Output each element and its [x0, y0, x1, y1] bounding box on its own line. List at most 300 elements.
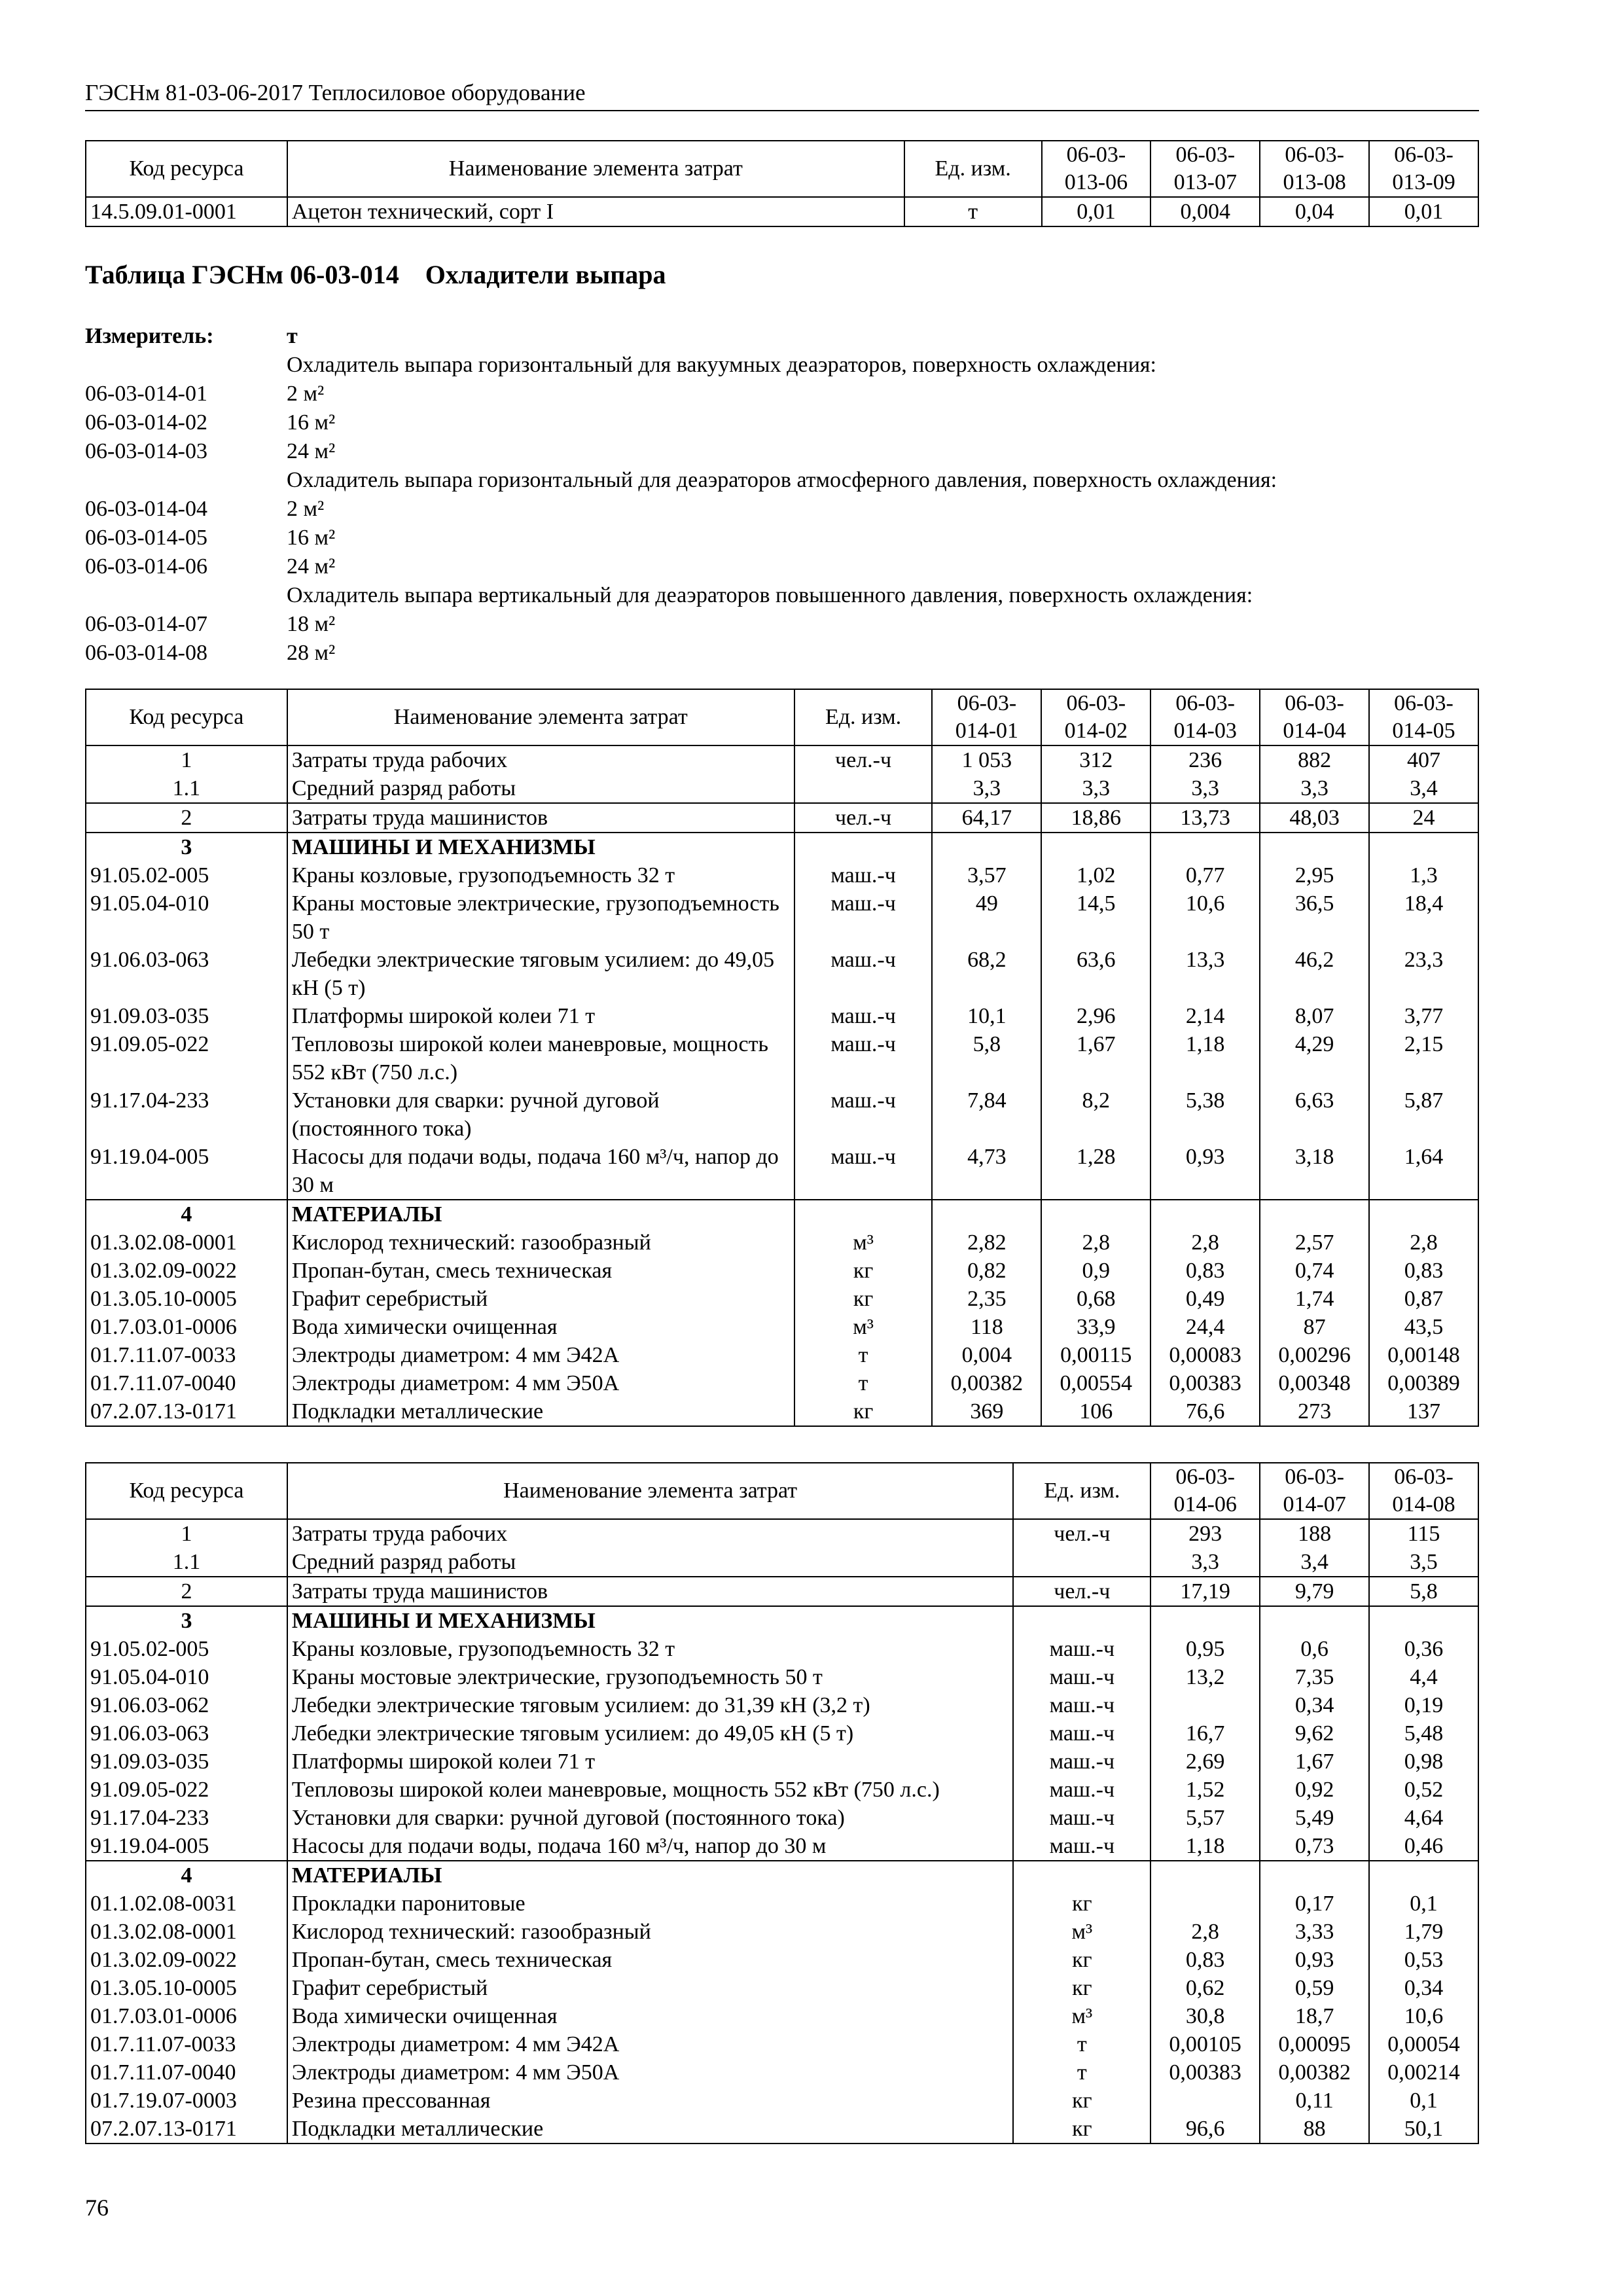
- table-row: [86, 1832, 1478, 1861]
- resource-value: 4,64: [1369, 1804, 1478, 1832]
- table-row: [86, 1974, 1478, 2002]
- rate-code: 06-03-014-06: [85, 554, 207, 579]
- table-row: [86, 745, 1478, 774]
- table-row: [86, 1397, 1478, 1426]
- resource-value: 1,52: [1150, 1776, 1260, 1804]
- table-row: [86, 1861, 1478, 1890]
- resource-unit: [794, 1200, 933, 1229]
- resource-value: 0,00348: [1260, 1369, 1369, 1397]
- resource-unit: кг: [794, 1397, 933, 1426]
- resource-value: 0,83: [1150, 1946, 1260, 1974]
- rate-code: 06-03-014-01: [85, 382, 207, 406]
- resource-code: 91.06.03-063: [86, 1719, 287, 1748]
- table-row: [86, 2002, 1478, 2030]
- resource-unit: маш.-ч: [1013, 1776, 1150, 1804]
- resource-unit: чел.-ч: [794, 803, 933, 833]
- resource-value: 0,00054: [1369, 2030, 1478, 2058]
- table-label: Таблица ГЭСНм 06-03-014: [85, 260, 399, 289]
- resource-value: [1369, 1200, 1478, 1229]
- resource-value: 48,03: [1260, 803, 1369, 833]
- col-header-code: Код ресурса: [86, 1463, 287, 1519]
- resource-code: 91.09.03-035: [86, 1002, 287, 1030]
- header-row: [86, 1463, 1478, 1519]
- resource-value: 0,004: [1150, 197, 1260, 226]
- resource-unit: т: [794, 1341, 933, 1369]
- table-row: [86, 1577, 1478, 1606]
- col-header-rate: 06-03- 013-09: [1369, 141, 1478, 197]
- resource-code: 91.06.03-063: [86, 946, 287, 1002]
- resource-unit: маш.-ч: [1013, 1832, 1150, 1861]
- resource-name: Тепловозы широкой колеи маневровые, мощность 552 кВт (750 л.с.): [287, 1030, 794, 1086]
- resource-name: Насосы для подачи воды, подача 160 м³/ч, напор до 30 м: [287, 1143, 794, 1200]
- resource-code: 1: [86, 1519, 287, 1548]
- resource-code: 3: [86, 1606, 287, 1635]
- resource-value: 6,63: [1260, 1086, 1369, 1143]
- resource-name: Ацетон технический, сорт I: [287, 197, 904, 226]
- resource-value: 13,3: [1150, 946, 1260, 1002]
- resource-unit: чел.-ч: [1013, 1577, 1150, 1606]
- resource-value: 0,82: [932, 1257, 1041, 1285]
- resource-value: [1369, 1861, 1478, 1890]
- resource-value: 96,6: [1150, 2115, 1260, 2144]
- table-row: [86, 946, 1478, 1002]
- resource-value: 17,19: [1150, 1577, 1260, 1606]
- resource-value: 1,28: [1041, 1143, 1150, 1200]
- resource-code: 01.7.11.07-0040: [86, 1369, 287, 1397]
- resource-name: Затраты труда машинистов: [287, 803, 794, 833]
- resource-value: 88: [1260, 2115, 1369, 2144]
- resource-value: 0,77: [1150, 861, 1260, 889]
- resource-value: 10,6: [1369, 2002, 1478, 2030]
- resource-code: 01.7.11.07-0033: [86, 2030, 287, 2058]
- col-header-rate: 06-03- 013-07: [1150, 141, 1260, 197]
- resource-value: 14,5: [1041, 889, 1150, 946]
- resource-code: 91.09.03-035: [86, 1748, 287, 1776]
- table-row: [86, 1606, 1478, 1635]
- resource-value: 1,18: [1150, 1832, 1260, 1861]
- resource-value: 10,1: [932, 1002, 1041, 1030]
- table-row: [86, 1548, 1478, 1577]
- resource-name: Краны мостовые электрические, грузоподъемность 50 т: [287, 1663, 1014, 1691]
- resource-unit: маш.-ч: [794, 1086, 933, 1143]
- resource-value: 13,73: [1150, 803, 1260, 833]
- resource-value: 2,57: [1260, 1229, 1369, 1257]
- resource-code: 01.3.05.10-0005: [86, 1974, 287, 2002]
- list-item: [85, 466, 1277, 495]
- resource-unit: т: [904, 197, 1042, 226]
- resource-unit: маш.-ч: [794, 1030, 933, 1086]
- resource-unit: маш.-ч: [1013, 1748, 1150, 1776]
- resource-value: 2,96: [1041, 1002, 1150, 1030]
- resource-value: 882: [1260, 745, 1369, 774]
- resource-code: 01.3.05.10-0005: [86, 1285, 287, 1313]
- resource-value: 118: [932, 1313, 1041, 1341]
- resource-value: 0,00105: [1150, 2030, 1260, 2058]
- col-header-rate: 06-03- 013-08: [1260, 141, 1369, 197]
- resource-value: [932, 833, 1041, 861]
- table-row: [86, 861, 1478, 889]
- resource-code: 1.1: [86, 774, 287, 803]
- resource-value: 7,84: [932, 1086, 1041, 1143]
- rate-code: [85, 581, 287, 610]
- col-header-unit: Ед. изм.: [794, 689, 933, 745]
- table-row: [86, 197, 1478, 226]
- resource-name: Платформы широкой колеи 71 т: [287, 1002, 794, 1030]
- resource-name: Вода химически очищенная: [287, 1313, 794, 1341]
- resource-value: 0,17: [1260, 1890, 1369, 1918]
- resource-value: 49: [932, 889, 1041, 946]
- list-item: [85, 581, 1277, 610]
- resource-code: 07.2.07.13-0171: [86, 1397, 287, 1426]
- resource-value: 2,95: [1260, 861, 1369, 889]
- resource-value: 0,00296: [1260, 1341, 1369, 1369]
- table-row: [86, 1776, 1478, 1804]
- resource-code: 91.09.05-022: [86, 1776, 287, 1804]
- resource-value: 3,57: [932, 861, 1041, 889]
- col-header-rate: 06-03- 014-05: [1369, 689, 1478, 745]
- col-header-rate: 06-03- 014-07: [1260, 1463, 1369, 1519]
- resource-value: 3,33: [1260, 1918, 1369, 1946]
- resource-value: 68,2: [932, 946, 1041, 1002]
- resource-value: 3,3: [1150, 1548, 1260, 1577]
- resource-code: 14.5.09.01-0001: [86, 197, 287, 226]
- table-row: [86, 1635, 1478, 1663]
- resource-value: [1150, 1691, 1260, 1719]
- resource-table-1: [85, 689, 1479, 1427]
- table-row: [86, 1804, 1478, 1832]
- resource-value: 13,2: [1150, 1663, 1260, 1691]
- resource-value: [1260, 1200, 1369, 1229]
- resource-value: [1369, 1606, 1478, 1635]
- rate-description: 16 м²: [287, 410, 336, 435]
- resource-value: [1041, 1200, 1150, 1229]
- resource-value: 0,46: [1369, 1832, 1478, 1861]
- resource-code: 91.05.04-010: [86, 889, 287, 946]
- resource-value: 0,01: [1369, 197, 1478, 226]
- measurer-row: [85, 322, 1277, 351]
- resource-value: 8,2: [1041, 1086, 1150, 1143]
- rate-code: 06-03-014-05: [85, 526, 207, 550]
- page-header: ГЭСНм 81-03-06-2017 Теплосиловое оборудование: [85, 77, 1479, 111]
- resource-value: 0,34: [1260, 1691, 1369, 1719]
- rate-description: Охладитель выпара вертикальный для деаэраторов повышенного давления, поверхность охлаждения:: [287, 583, 1253, 607]
- resource-value: 9,79: [1260, 1577, 1369, 1606]
- resource-code: 1.1: [86, 1548, 287, 1577]
- resource-value: 43,5: [1369, 1313, 1478, 1341]
- resource-code: 1: [86, 745, 287, 774]
- resource-value: 0,53: [1369, 1946, 1478, 1974]
- rate-description: 24 м²: [287, 439, 336, 463]
- table-row: [86, 1030, 1478, 1086]
- resource-value: 0,00389: [1369, 1369, 1478, 1397]
- resource-value: 1,18: [1150, 1030, 1260, 1086]
- resource-value: 0,68: [1041, 1285, 1150, 1313]
- list-item: [85, 351, 1277, 380]
- resource-value: 1,3: [1369, 861, 1478, 889]
- resource-name: Средний разряд работы: [287, 1548, 1014, 1577]
- table-row: [86, 1086, 1478, 1143]
- resource-value: 24: [1369, 803, 1478, 833]
- resource-value: [1150, 1861, 1260, 1890]
- resource-value: 3,3: [932, 774, 1041, 803]
- resource-value: 23,3: [1369, 946, 1478, 1002]
- resource-name: Графит серебристый: [287, 1974, 1014, 2002]
- resource-value: [1260, 1861, 1369, 1890]
- resource-value: 50,1: [1369, 2115, 1478, 2144]
- resource-code: 91.05.02-005: [86, 1635, 287, 1663]
- table-row: [86, 2115, 1478, 2144]
- resource-value: 312: [1041, 745, 1150, 774]
- col-header-rate: 06-03- 013-06: [1042, 141, 1151, 197]
- table-row: [86, 833, 1478, 861]
- rate-code: 06-03-014-04: [85, 497, 207, 521]
- table-row: [86, 1890, 1478, 1918]
- table-row: [86, 1285, 1478, 1313]
- col-header-name: Наименование элемента затрат: [287, 1463, 1014, 1519]
- list-item: [85, 380, 1277, 408]
- resource-value: 3,3: [1150, 774, 1260, 803]
- resource-code: 01.3.02.09-0022: [86, 1946, 287, 1974]
- resource-value: 0,00382: [1260, 2058, 1369, 2087]
- resource-value: 18,86: [1041, 803, 1150, 833]
- resource-unit: маш.-ч: [794, 1143, 933, 1200]
- rate-description: Охладитель выпара горизонтальный для вакуумных деаэраторов, поверхность охлаждения:: [287, 353, 1157, 377]
- rate-code: 06-03-014-03: [85, 439, 207, 463]
- resource-unit: т: [1013, 2030, 1150, 2058]
- resource-value: 5,48: [1369, 1719, 1478, 1748]
- table-row: [86, 889, 1478, 946]
- resource-code: 4: [86, 1861, 287, 1890]
- resource-unit: маш.-ч: [794, 946, 933, 1002]
- resource-value: 0,00115: [1041, 1341, 1150, 1369]
- resource-value: 5,87: [1369, 1086, 1478, 1143]
- resource-value: 0,83: [1150, 1257, 1260, 1285]
- resource-name: Краны козловые, грузоподъемность 32 т: [287, 861, 794, 889]
- resource-code: 01.7.03.01-0006: [86, 1313, 287, 1341]
- resource-name: Подкладки металлические: [287, 1397, 794, 1426]
- resource-value: 0,52: [1369, 1776, 1478, 1804]
- resource-value: 0,49: [1150, 1285, 1260, 1313]
- rate-description: 28 м²: [287, 641, 336, 665]
- rate-code: 06-03-014-02: [85, 410, 207, 435]
- rate-description: 2 м²: [287, 497, 325, 521]
- col-header-rate: 06-03- 014-06: [1150, 1463, 1260, 1519]
- resource-value: 5,57: [1150, 1804, 1260, 1832]
- resource-value: 9,62: [1260, 1719, 1369, 1748]
- resource-name: Затраты труда рабочих: [287, 1519, 1014, 1548]
- resource-value: 2,35: [932, 1285, 1041, 1313]
- resource-value: 1,64: [1369, 1143, 1478, 1200]
- col-header-name: Наименование элемента затрат: [287, 689, 794, 745]
- resource-name: МАТЕРИАЛЫ: [287, 1200, 794, 1229]
- list-item: [85, 610, 1277, 639]
- resource-value: 2,8: [1369, 1229, 1478, 1257]
- resource-name: Электроды диаметром: 4 мм Э50А: [287, 1369, 794, 1397]
- resource-value: 2,82: [932, 1229, 1041, 1257]
- resource-value: 2,69: [1150, 1748, 1260, 1776]
- resource-name: МАШИНЫ И МЕХАНИЗМЫ: [287, 833, 794, 861]
- resource-table-2: [85, 1462, 1479, 2144]
- resource-value: 64,17: [932, 803, 1041, 833]
- list-item: [85, 408, 1277, 437]
- resource-code: 01.3.02.09-0022: [86, 1257, 287, 1285]
- resource-value: 8,07: [1260, 1002, 1369, 1030]
- resource-unit: м³: [1013, 2002, 1150, 2030]
- resource-value: 5,8: [932, 1030, 1041, 1086]
- col-header-rate: 06-03- 014-01: [932, 689, 1041, 745]
- resource-name: Краны козловые, грузоподъемность 32 т: [287, 1635, 1014, 1663]
- resource-unit: [1013, 1606, 1150, 1635]
- rate-code: 06-03-014-07: [85, 612, 207, 636]
- rate-description: 2 м²: [287, 382, 325, 406]
- resource-value: 5,49: [1260, 1804, 1369, 1832]
- resource-code: 2: [86, 1577, 287, 1606]
- resource-code: 01.7.11.07-0033: [86, 1341, 287, 1369]
- resource-unit: кг: [794, 1257, 933, 1285]
- resource-unit: [794, 774, 933, 803]
- table-row: [86, 774, 1478, 803]
- table-row: [86, 2087, 1478, 2115]
- resource-value: 0,1: [1369, 2087, 1478, 2115]
- resource-unit: кг: [794, 1285, 933, 1313]
- resource-value: 2,15: [1369, 1030, 1478, 1086]
- resource-value: 0,9: [1041, 1257, 1150, 1285]
- resource-name: Лебедки электрические тяговым усилием: до 31,39 кН (3,2 т): [287, 1691, 1014, 1719]
- table-row: [86, 1369, 1478, 1397]
- rate-code: [85, 351, 287, 380]
- table-row: [86, 803, 1478, 833]
- col-header-code: Код ресурса: [86, 689, 287, 745]
- resource-unit: м³: [1013, 1918, 1150, 1946]
- table-row: [86, 1313, 1478, 1341]
- resource-value: 4,4: [1369, 1663, 1478, 1691]
- resource-code: 07.2.07.13-0171: [86, 2115, 287, 2144]
- resource-name: Электроды диаметром: 4 мм Э42А: [287, 2030, 1014, 2058]
- resource-value: 369: [932, 1397, 1041, 1426]
- resource-value: 1,02: [1041, 861, 1150, 889]
- resource-code: 4: [86, 1200, 287, 1229]
- col-header-unit: Ед. изм.: [1013, 1463, 1150, 1519]
- resource-value: 7,35: [1260, 1663, 1369, 1691]
- resource-value: 1,74: [1260, 1285, 1369, 1313]
- resource-value: 0,1: [1369, 1890, 1478, 1918]
- col-header-code: Код ресурса: [86, 141, 287, 197]
- resource-value: [1369, 833, 1478, 861]
- table-row: [86, 1719, 1478, 1748]
- resource-value: 10,6: [1150, 889, 1260, 946]
- resource-name: Прокладки паронитовые: [287, 1890, 1014, 1918]
- table-row: [86, 1691, 1478, 1719]
- table-row: [86, 1918, 1478, 1946]
- rate-code: 06-03-014-08: [85, 641, 207, 665]
- col-header-rate: 06-03- 014-04: [1260, 689, 1369, 745]
- resource-name: Вода химически очищенная: [287, 2002, 1014, 2030]
- resource-unit: кг: [1013, 2115, 1150, 2144]
- table-row: [86, 1229, 1478, 1257]
- col-header-rate: 06-03- 014-03: [1150, 689, 1260, 745]
- table-row: [86, 1663, 1478, 1691]
- resource-unit: маш.-ч: [794, 861, 933, 889]
- table-row: [86, 2058, 1478, 2087]
- resource-name: Резина прессованная: [287, 2087, 1014, 2115]
- resource-value: 5,8: [1369, 1577, 1478, 1606]
- resource-value: 1 053: [932, 745, 1041, 774]
- resource-name: Электроды диаметром: 4 мм Э42А: [287, 1341, 794, 1369]
- resource-value: 36,5: [1260, 889, 1369, 946]
- resource-unit: [1013, 1861, 1150, 1890]
- resource-value: 18,4: [1369, 889, 1478, 946]
- resource-unit: маш.-ч: [1013, 1663, 1150, 1691]
- resource-unit: маш.-ч: [1013, 1719, 1150, 1748]
- page-number: 76: [85, 2195, 109, 2221]
- resource-name: Платформы широкой колеи 71 т: [287, 1748, 1014, 1776]
- resource-name: Кислород технический: газообразный: [287, 1229, 794, 1257]
- resource-name: МАШИНЫ И МЕХАНИЗМЫ: [287, 1606, 1014, 1635]
- resource-unit: маш.-ч: [1013, 1691, 1150, 1719]
- resource-unit: маш.-ч: [1013, 1804, 1150, 1832]
- resource-code: 91.17.04-233: [86, 1086, 287, 1143]
- resource-value: 24,4: [1150, 1313, 1260, 1341]
- resource-value: 5,38: [1150, 1086, 1260, 1143]
- resource-value: [1150, 1200, 1260, 1229]
- resource-value: [1150, 1606, 1260, 1635]
- resource-value: [932, 1200, 1041, 1229]
- header-row: [86, 689, 1478, 745]
- resource-value: 46,2: [1260, 946, 1369, 1002]
- resource-value: 0,83: [1369, 1257, 1478, 1285]
- resource-name: Лебедки электрические тяговым усилием: до 49,05 кН (5 т): [287, 1719, 1014, 1748]
- resource-name: Установки для сварки: ручной дуговой (постоянного тока): [287, 1086, 794, 1143]
- resource-unit: маш.-ч: [1013, 1635, 1150, 1663]
- resource-name: МАТЕРИАЛЫ: [287, 1861, 1014, 1890]
- resource-name: Краны мостовые электрические, грузоподъемность 50 т: [287, 889, 794, 946]
- resource-code: 91.09.05-022: [86, 1030, 287, 1086]
- resource-unit: чел.-ч: [794, 745, 933, 774]
- resource-value: 0,00383: [1150, 2058, 1260, 2087]
- table-row: [86, 1341, 1478, 1369]
- resource-code: 01.1.02.08-0031: [86, 1890, 287, 1918]
- resource-value: 3,3: [1041, 774, 1150, 803]
- measurer-label: Измеритель:: [85, 324, 214, 348]
- resource-value: 0,98: [1369, 1748, 1478, 1776]
- resource-value: 76,6: [1150, 1397, 1260, 1426]
- resource-value: 293: [1150, 1519, 1260, 1548]
- resource-code: 01.3.02.08-0001: [86, 1229, 287, 1257]
- table-title: [85, 259, 666, 290]
- resource-name: Средний разряд работы: [287, 774, 794, 803]
- table-row: [86, 1257, 1478, 1285]
- resource-value: 1,79: [1369, 1918, 1478, 1946]
- resource-unit: т: [1013, 2058, 1150, 2087]
- table-heading: Охладители выпара: [425, 260, 666, 289]
- resource-value: [1260, 833, 1369, 861]
- list-item: [85, 639, 1277, 668]
- resource-value: 0,00382: [932, 1369, 1041, 1397]
- col-header-unit: Ед. изм.: [904, 141, 1042, 197]
- resource-code: 91.17.04-233: [86, 1804, 287, 1832]
- resource-value: 2,14: [1150, 1002, 1260, 1030]
- list-item: [85, 437, 1277, 466]
- resource-unit: кг: [1013, 2087, 1150, 2115]
- resource-name: Пропан-бутан, смесь техническая: [287, 1946, 1014, 1974]
- resource-name: Подкладки металлические: [287, 2115, 1014, 2144]
- resource-value: 3,4: [1260, 1548, 1369, 1577]
- resource-value: 0,00083: [1150, 1341, 1260, 1369]
- resource-value: 0,62: [1150, 1974, 1260, 2002]
- resource-value: 0,00095: [1260, 2030, 1369, 2058]
- resource-unit: кг: [1013, 1946, 1150, 1974]
- resource-value: [1150, 833, 1260, 861]
